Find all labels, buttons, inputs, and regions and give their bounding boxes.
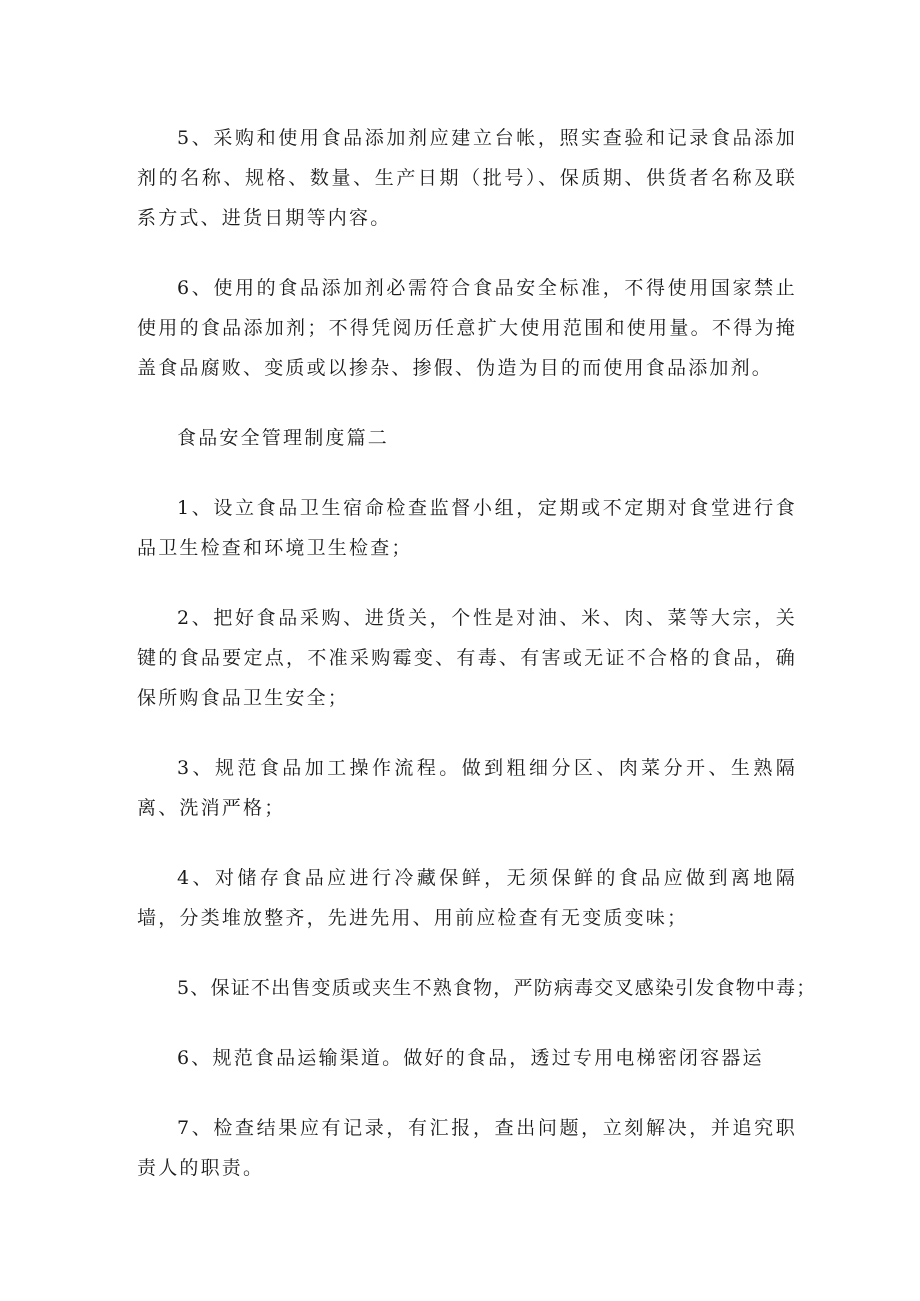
paragraph-additive-ledger: 5、采购和使用食品添加剂应建立台帐，照实查验和记录食品添加剂的名称、规格、数量、生产日期（批号）、保质期、供货者名称及联系方式、进货日期等内容。 xyxy=(137,127,797,229)
document-body xyxy=(137,118,817,1218)
list-item: 4、对储存食品应进行冷藏保鲜，无须保鲜的食品应做到离地隔墙，分类堆放整齐，先进先用、用前应检查有无变质变味； xyxy=(137,867,797,929)
list-item: 2、把好食品采购、进货关，个性是对油、米、肉、菜等大宗，关键的食品要定点，不准采购霉变、有毒、有害或无证不合格的食品，确保所购食品卫生安全； xyxy=(137,607,797,709)
paragraph-additive-standards: 6、使用的食品添加剂必需符合食品安全标准，不得使用国家禁止使用的食品添加剂；不得凭阅历任意扩大使用范围和使用量。不得为掩盖食品腐败、变质或以掺杂、掺假、伪造为目的而使用食品添加剂。 xyxy=(137,277,797,379)
list-item: 1、设立食品卫生宿命检查监督小组，定期或不定期对食堂进行食品卫生检查和环境卫生检查； xyxy=(137,497,797,559)
list-item: 7、检查结果应有记录，有汇报，查出问题，立刻解决，并追究职责人的职责。 xyxy=(137,1117,797,1179)
section-title: 食品安全管理制度篇二 xyxy=(177,427,390,449)
list-item: 6、规范食品运输渠道。做好的食品，透过专用电梯密闭容器运 xyxy=(177,1047,764,1069)
list-item: 3、规范食品加工操作流程。做到粗细分区、肉菜分开、生熟隔离、洗消严格； xyxy=(137,757,797,819)
list-item: 5、保证不出售变质或夹生不熟食物，严防病毒交叉感染引发食物中毒； xyxy=(177,977,817,999)
